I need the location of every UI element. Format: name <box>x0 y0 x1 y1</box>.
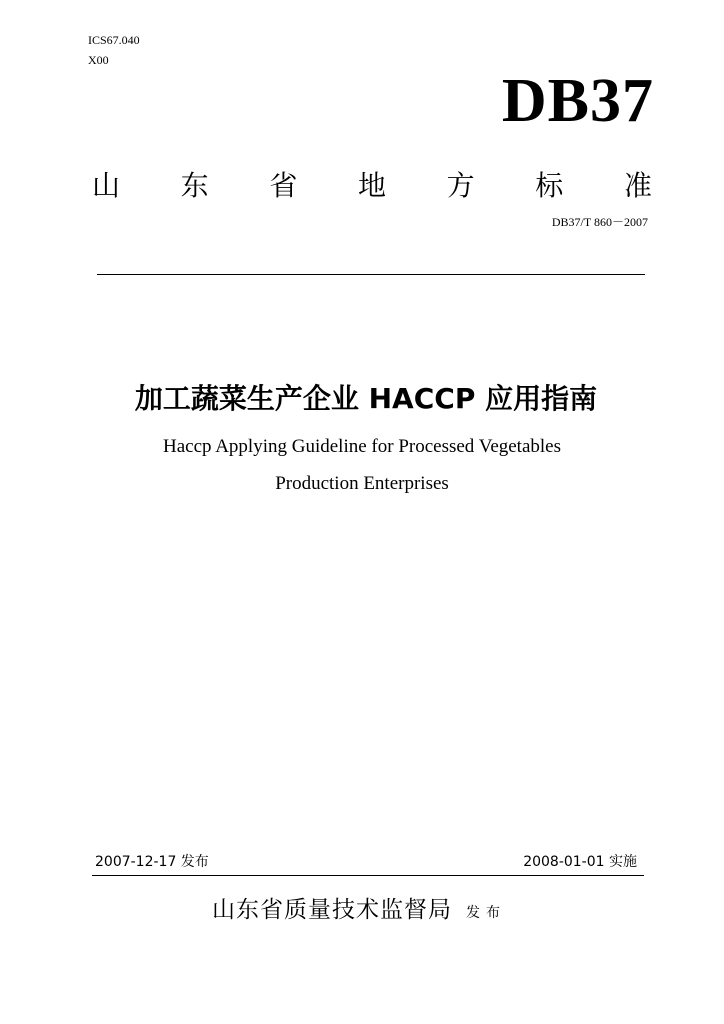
issuer-line <box>212 895 506 925</box>
document-title-english-line2: Production Enterprises <box>275 473 449 494</box>
classification-code: X00 <box>88 53 109 67</box>
issue-date: 2007-12-17 发布 <box>95 854 209 870</box>
standard-type-char: 山 <box>92 169 121 202</box>
standard-type-char: 准 <box>623 169 652 202</box>
standard-type-char: 方 <box>446 169 475 202</box>
ics-code: ICS67.040 <box>88 33 140 47</box>
issuer-name: 山东省质量技术监督局 <box>212 897 452 923</box>
document-title-chinese: 加工蔬菜生产企业 HACCP 应用指南 <box>134 382 598 415</box>
standard-type-char: 标 <box>535 169 564 202</box>
top-divider <box>97 274 645 275</box>
standard-number: DB37/T 860－2007 <box>551 215 648 229</box>
issuer-action: 发布 <box>466 905 506 921</box>
effective-date: 2008-01-01 实施 <box>523 854 637 870</box>
standard-code-logo: DB37 <box>501 67 654 135</box>
standard-type-char: 省 <box>269 169 298 202</box>
standard-type-char: 东 <box>180 169 209 202</box>
standard-type-char: 地 <box>357 169 386 202</box>
document-title-english-line1: Haccp Applying Guideline for Processed Vegetables <box>162 436 562 457</box>
standard-type-heading <box>92 170 652 202</box>
date-row <box>95 853 637 871</box>
bottom-divider <box>92 875 644 876</box>
